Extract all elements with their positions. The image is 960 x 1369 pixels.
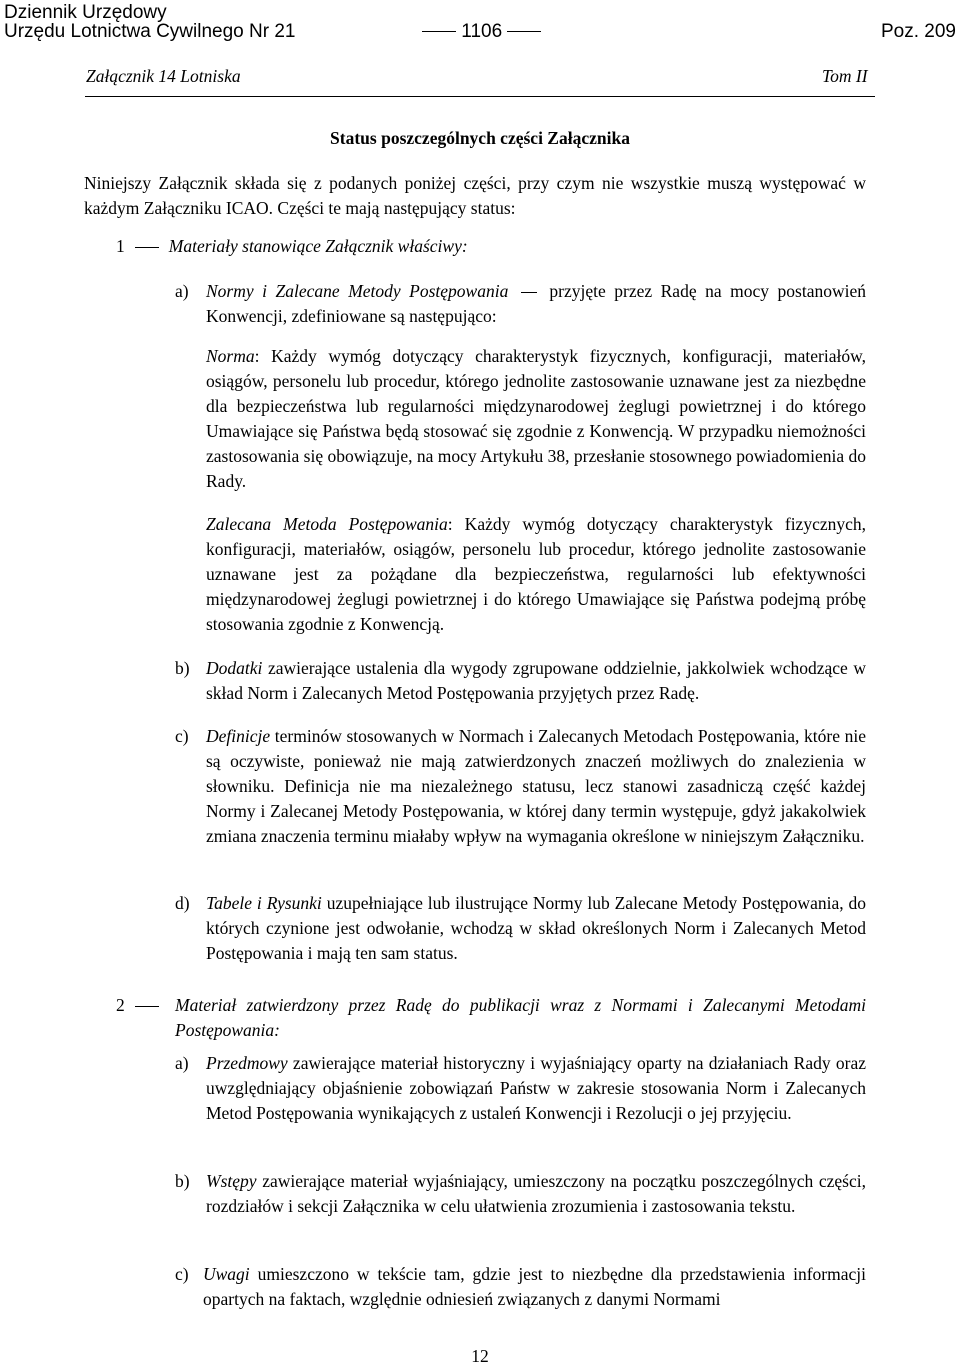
item2a-term: Przedmowy [206,1053,288,1073]
volume-label: Tom II [822,66,868,86]
item1a-dash [521,292,537,293]
item1d-paragraph [206,891,866,966]
item2a-label: a) [175,1053,189,1073]
item2-dash [135,1006,159,1007]
item2b-paragraph [206,1169,866,1219]
item1-number: 1 [116,236,125,256]
journal-name-line1: Dziennik Urzędowy [4,2,167,23]
footer-page-number: 12 [471,1346,489,1366]
item1d-label: d) [175,893,190,913]
section-title: Status poszczególnych części Załącznika [330,128,630,148]
item1b-term: Dodatki [206,658,263,678]
item1a-paragraph [206,279,866,329]
page-number-rule-left [422,31,456,32]
item1a-label: a) [175,281,189,301]
item1a-text: przyjęte przez Radę na mocy postanowień Konwencji, zdefiniowane są następująco: [206,281,866,326]
item2b-term: Wstępy [206,1171,257,1191]
item2c-label: c) [175,1264,189,1284]
journal-name-line2: Urzędu Lotnictwa Cywilnego Nr 21 [4,21,296,42]
item1a-term: Normy i Zalecane Metody Postępowania [206,281,509,301]
header-divider [85,96,875,97]
norma-text: : Każdy wymóg dotyczący charakterystyk fizycznych, konfiguracji, materiałów, osiągów, personelu lub procedur, którego jednolite zastosowanie uznawane jest za niezbędne dla bezpieczeństwa lub regularności międzynarodowej żeglugi powietrznej i do którego Umawiające się Państwa będą stosować się zgodnie z Konwencją. W przypadku niemożności zastosowania się obowiązuje, na mocy Artykułu 38, przesłanie stosownego powiadomienia do Rady. [206,346,866,491]
item1b-paragraph [206,656,866,706]
item1-heading [116,234,468,259]
item2b-label: b) [175,1171,190,1191]
norma-definition [206,344,866,494]
item1c-label: c) [175,726,189,746]
item2c-term: Uwagi [203,1264,250,1284]
item1c-paragraph [206,724,866,849]
gazette-page-number-text: 1106 [461,21,503,42]
norma-term: Norma [206,346,255,366]
item2-number-dash [116,993,169,1018]
item1-dash [135,247,159,248]
item1d-text: uzupełniające lub ilustrujące Normy lub Zalecane Metody Postępowania, do których czynione jest odwołanie, wchodzą w skład określonych Norm i Zalecanych Metod Postępowania i mają ten sam status. [206,893,867,963]
item2a-paragraph [206,1051,866,1126]
position-number: Poz. 209 [881,21,956,42]
page-number-rule-right [507,31,541,32]
gazette-page-number [422,22,541,42]
item2a-text: zawierające materiał historyczny i wyjaśniający oparty na działaniach Rady oraz uwzględniający objaśnienie zobowiązań Państw w zakresie stosowania Norm i Zalecanych Metod Postępowania wynikających z ustaleń Konwencji i Rezolucji o jej przyjęciu. [206,1053,866,1123]
item1c-text: terminów stosowanych w Normach i Zalecanych Metodach Postępowania, które nie są oczywiste, ponieważ nie mają zatwierdzonych znaczeń możliwych do znalezienia w słowniku. Definicja nie ma niezależnego statusu, lecz stanowi zasadniczą część każdej Normy i Zalecanej Metody Postępowania, w której dany termin występuje, gdyż jakakolwiek zmiana znaczenia terminu miałaby wpływ na wymagania określone w niniejszym Załączniku. [206,726,866,846]
item2-number: 2 [116,995,125,1015]
item2-heading: Materiał zatwierdzony przez Radę do publikacji wraz z Normami i Zalecanymi Metodami Postępowania: [175,995,866,1040]
recommended-practice-definition [206,512,866,637]
recommended-practice-text: : Każdy wymóg dotyczący charakterystyk fizycznych, konfiguracji, materiałów, osiągów, personelu lub procedur, którego jednolite zastosowanie uznawane jest za pożądane dla bezpieczeństwa, regularności lub efektywności międzynarodowej żeglugi powietrznej i do którego Umawiające się Państwa podejmą próbę stosowania zgodnie z Konwencją. [206,514,866,634]
intro-paragraph: Niniejszy Załącznik składa się z podanych poniżej części, przy czym nie wszystkie muszą występować w każdym Załączniku ICAO. Części te mają następujący status: [84,173,866,218]
item1b-text: zawierające ustalenia dla wygody zgrupowane oddzielnie, jakkolwiek wchodzące w skład Norm i Zalecanych Metod Postępowania przyjętych przez Radę. [206,658,866,703]
item2c-text: umieszczono w tekście tam, gdzie jest to niezbędne dla przedstawienia informacji opartych na faktach, względnie odniesień związanych z danymi Normami [203,1264,867,1309]
item1c-term: Definicje [206,726,271,746]
item2c-paragraph [203,1262,866,1312]
item2b-text: zawierające materiał wyjaśniający, umieszczony na początku poszczególnych części, rozdziałów i sekcji Załącznika w celu ułatwienia zrozumienia i zastosowania tekstu. [206,1171,866,1216]
item1b-label: b) [175,658,190,678]
item1-heading-text: Materiały stanowiące Załącznik właściwy: [168,236,468,256]
item1d-term: Tabele i Rysunki [206,893,322,913]
annex-title: Załącznik 14 Lotniska [86,66,241,86]
recommended-practice-term: Zalecana Metoda Postępowania [206,514,448,534]
